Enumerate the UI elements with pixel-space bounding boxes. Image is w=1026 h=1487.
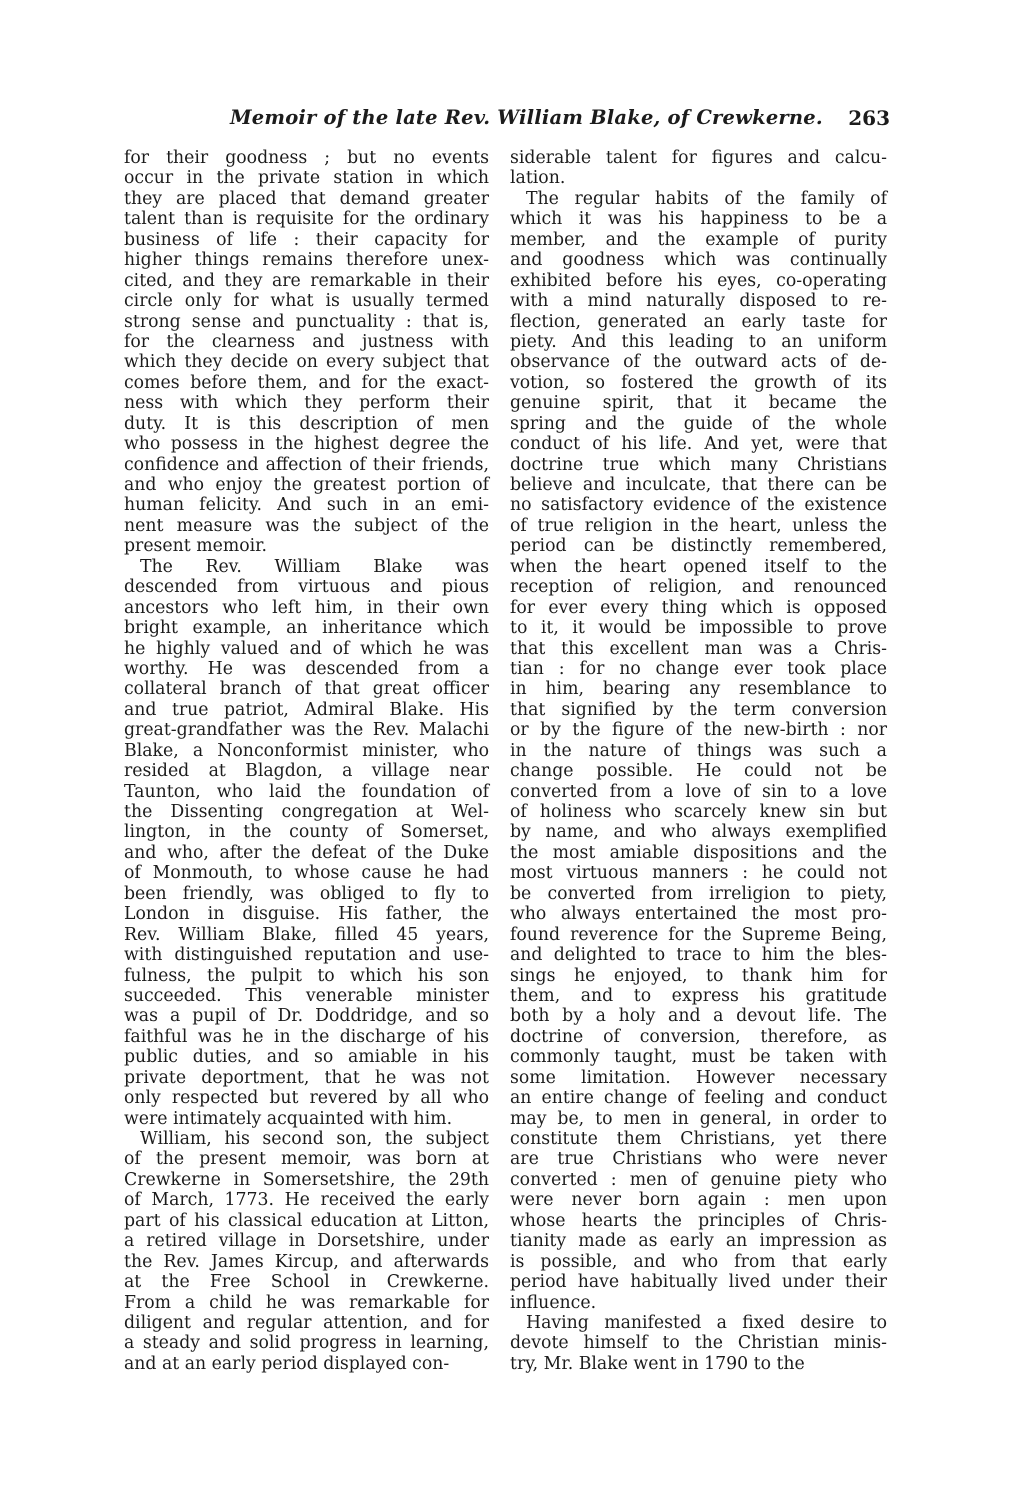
text-line: human felicity. And such in an emi- bbox=[124, 495, 489, 516]
text-line: them, and to express his gratitude bbox=[510, 985, 887, 1006]
text-line: a steady and solid progress in learning, bbox=[124, 1333, 489, 1354]
text-line: were never born again : men upon bbox=[510, 1190, 887, 1211]
text-line: nent measure was the subject of the bbox=[124, 515, 489, 536]
text-line: descended from virtuous and pious bbox=[124, 577, 489, 598]
text-line: influence. bbox=[510, 1292, 597, 1313]
text-line: both by a holy and a devout life. The bbox=[510, 1006, 887, 1027]
text-line: try, Mr. Blake went in 1790 to the bbox=[510, 1353, 805, 1374]
text-line: is possible, and who from that early bbox=[510, 1251, 887, 1272]
text-line: confidence and affection of their friends, bbox=[124, 454, 489, 475]
text-line: London in disguise. His father, the bbox=[124, 904, 489, 925]
text-line: who possess in the highest degree the bbox=[124, 434, 489, 455]
text-line: which it was his happiness to be a bbox=[510, 209, 887, 230]
text-line: and who, after the defeat of the Duke bbox=[124, 842, 489, 863]
text-line: piety. And this leading to an uniform bbox=[510, 331, 887, 352]
text-line: that signified by the term conversion bbox=[510, 699, 887, 720]
text-line: votion, so fostered the growth of its bbox=[510, 372, 887, 393]
text-line: some limitation. However necessary bbox=[510, 1067, 887, 1088]
text-line: great-grandfather was the Rev. Malachi bbox=[124, 720, 489, 741]
text-line: business of life : their capacity for bbox=[124, 229, 489, 250]
text-line: constitute them Christians, yet there bbox=[510, 1129, 887, 1149]
text-line: was a pupil of Dr. Doddridge, and so bbox=[124, 1006, 489, 1027]
text-line: exhibited before his eyes, co-operating bbox=[510, 270, 887, 291]
text-line: member, and the example of purity bbox=[510, 229, 887, 250]
text-line: strong sense and punctuality : that is, bbox=[124, 311, 489, 332]
text-line: higher things remains therefore unex- bbox=[124, 250, 489, 271]
text-line: diligent and regular attention, and for bbox=[124, 1312, 489, 1333]
text-line: they are placed that demand greater bbox=[124, 188, 489, 209]
text-line: or by the figure of the new-birth : nor bbox=[510, 720, 887, 741]
text-line: a retired village in Dorsetshire, under bbox=[124, 1231, 489, 1252]
text-line: William, his second son, the subject bbox=[140, 1129, 489, 1149]
text-line: believe and inculcate, that there can be bbox=[510, 475, 887, 495]
text-line: reception of religion, and renounced bbox=[510, 577, 887, 598]
text-line: Blake, a Nonconformist minister, who bbox=[124, 740, 489, 761]
left-column bbox=[124, 148, 489, 1374]
text-line: tianity made as early an impression as bbox=[510, 1231, 887, 1252]
text-line: ness with which they perform their bbox=[124, 393, 489, 414]
text-line: talent than is requisite for the ordinary bbox=[124, 209, 489, 230]
text-line: no satisfactory evidence of the existence bbox=[510, 495, 887, 516]
text-line: may be, to men in general, in order to bbox=[510, 1108, 887, 1129]
text-line: in the nature of things was such a bbox=[510, 740, 887, 761]
text-line: lington, in the county of Somerset, bbox=[124, 822, 489, 843]
text-line: observance of the outward acts of de- bbox=[510, 352, 887, 373]
text-line: by name, and who always exemplified bbox=[510, 822, 887, 843]
text-line: whose hearts the principles of Chris- bbox=[510, 1210, 887, 1231]
text-line: who always entertained the most pro- bbox=[510, 904, 887, 925]
text-line: period can be distinctly remembered, bbox=[510, 536, 887, 557]
text-line: when the heart opened itself to the bbox=[510, 556, 887, 577]
text-line: genuine spirit, that it became the bbox=[510, 393, 887, 414]
text-line: are true Christians who were never bbox=[510, 1149, 887, 1170]
text-line: part of his classical education at Litton, bbox=[124, 1210, 489, 1231]
text-line: duty. It is this description of men bbox=[124, 413, 489, 434]
running-header bbox=[230, 106, 890, 136]
text-line: lation. bbox=[510, 168, 566, 189]
text-line: devote himself to the Christian minis- bbox=[510, 1333, 887, 1354]
text-line: been friendly, was obliged to fly to bbox=[124, 883, 489, 904]
text-line: worthy. He was descended from a bbox=[124, 658, 489, 679]
text-line: were intimately acquainted with him. bbox=[124, 1108, 453, 1129]
text-line: an entire change of feeling and conduct bbox=[510, 1088, 887, 1109]
text-line: change possible. He could not be bbox=[510, 761, 887, 782]
page-number: 263 bbox=[848, 106, 890, 130]
text-line: the Dissenting congregation at Wel- bbox=[124, 802, 489, 822]
text-line: period have habitually lived under their bbox=[510, 1272, 887, 1293]
text-line: converted from a love of sin to a love bbox=[510, 781, 887, 802]
text-line: circle only for what is usually termed bbox=[124, 291, 489, 312]
text-line: at the Free School in Crewkerne. bbox=[124, 1272, 489, 1293]
text-line: flection, generated an early taste for bbox=[510, 311, 887, 332]
text-line: public duties, and so amiable in his bbox=[124, 1047, 489, 1068]
text-line: siderable talent for figures and calcu- bbox=[510, 148, 887, 168]
text-line: in him, bearing any resemblance to bbox=[510, 679, 887, 700]
text-line: most virtuous manners : he could not bbox=[510, 863, 887, 884]
text-line: only respected but revered by all who bbox=[124, 1088, 489, 1109]
text-line: found reverence for the Supreme Being, bbox=[510, 924, 887, 945]
text-line: commonly taught, must be taken with bbox=[510, 1047, 887, 1068]
text-line: and who enjoy the greatest portion of bbox=[124, 475, 489, 495]
text-line: comes before them, and for the exact- bbox=[124, 372, 489, 393]
text-line: From a child he was remarkable for bbox=[124, 1292, 489, 1313]
text-line: resided at Blagdon, a village near bbox=[124, 761, 489, 782]
text-line: and at an early period displayed con- bbox=[124, 1353, 450, 1374]
text-line: the most amiable dispositions and the bbox=[510, 842, 887, 863]
text-line: The Rev. William Blake was bbox=[140, 556, 489, 577]
text-line: and true patriot, Admiral Blake. His bbox=[124, 699, 489, 720]
running-title: Memoir of the late Rev. William Blake, of Crewkerne. bbox=[230, 106, 823, 129]
text-line: and delighted to trace to him the bles- bbox=[510, 945, 887, 966]
text-line: of holiness who scarcely knew sin but bbox=[510, 802, 887, 822]
text-line: converted : men of genuine piety who bbox=[510, 1169, 887, 1190]
text-line: doctrine true which many Christians bbox=[510, 454, 887, 475]
text-line: succeeded. This venerable minister bbox=[124, 985, 489, 1006]
text-line: Rev. William Blake, filled 45 years, bbox=[124, 924, 489, 945]
text-line: of March, 1773. He received the early bbox=[124, 1190, 489, 1211]
text-line: which they decide on every subject that bbox=[124, 352, 489, 373]
text-line: collateral branch of that great officer bbox=[124, 679, 489, 700]
right-column bbox=[510, 148, 887, 1374]
text-line: cited, and they are remarkable in their bbox=[124, 270, 489, 291]
text-line: Having manifested a fixed desire to bbox=[526, 1312, 887, 1333]
text-line: of Monmouth, to whose cause he had bbox=[124, 863, 489, 884]
text-line: he highly valued and of which he was bbox=[124, 638, 489, 659]
text-line: for the clearness and justness with bbox=[124, 331, 489, 352]
text-line: of the present memoir, was born at bbox=[124, 1149, 489, 1170]
text-line: with distinguished reputation and use- bbox=[124, 945, 489, 966]
text-line: fulness, the pulpit to which his son bbox=[124, 965, 489, 986]
text-line: Taunton, who laid the foundation of bbox=[124, 781, 489, 802]
text-line: occur in the private station in which bbox=[124, 168, 489, 189]
text-line: spring and the guide of the whole bbox=[510, 413, 887, 434]
text-line: present memoir. bbox=[124, 536, 267, 557]
text-line: tian : for no change ever took place bbox=[510, 658, 887, 679]
text-line: for their goodness ; but no events bbox=[124, 148, 489, 168]
text-line: to it, it would be impossible to prove bbox=[510, 618, 887, 639]
text-line: sings he enjoyed, to thank him for bbox=[510, 965, 887, 986]
text-line: faithful was he in the discharge of his bbox=[124, 1026, 489, 1047]
text-line: be converted from irreligion to piety, bbox=[510, 883, 887, 904]
text-line: The regular habits of the family of bbox=[526, 188, 887, 209]
text-line: the Rev. James Kircup, and afterwards bbox=[124, 1251, 489, 1272]
text-line: and goodness which was continually bbox=[510, 250, 887, 271]
text-line: with a mind naturally disposed to re- bbox=[510, 291, 887, 312]
text-line: for ever every thing which is opposed bbox=[510, 597, 887, 618]
text-line: ancestors who left him, in their own bbox=[124, 597, 489, 618]
text-line: private deportment, that he was not bbox=[124, 1067, 489, 1088]
text-line: that this excellent man was a Chris- bbox=[510, 638, 887, 659]
text-line: Crewkerne in Somersetshire, the 29th bbox=[124, 1169, 489, 1190]
text-line: doctrine of conversion, therefore, as bbox=[510, 1026, 887, 1047]
text-line: conduct of his life. And yet, were that bbox=[510, 434, 887, 455]
text-line: bright example, an inheritance which bbox=[124, 618, 489, 639]
text-line: of true religion in the heart, unless the bbox=[510, 515, 887, 536]
